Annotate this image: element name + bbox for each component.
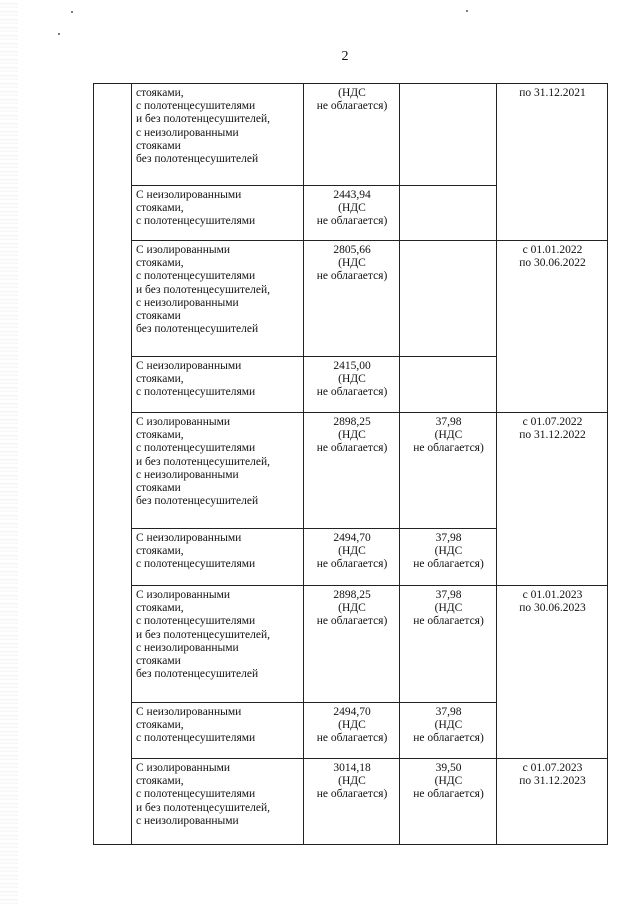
extra-cell: 39,50 (НДС не облагается) — [400, 759, 497, 845]
tariff-cell: 2805,66 (НДС не облагается) — [304, 241, 400, 357]
table-row — [94, 759, 608, 845]
tariff-cell: 2898,25 (НДС не облагается) — [304, 586, 400, 703]
period-cell: с 01.07.2022 по 31.12.2022 — [497, 413, 608, 586]
page-number: 2 — [341, 49, 349, 64]
description-cell: С неизолированными стояками, с полотенцесушителями — [132, 357, 304, 413]
description-cell: С изолированными стояками, с полотенцесушителями и без полотенцесушителей, с неизолированными стояками без полотенцесушителей — [132, 413, 304, 529]
extra-cell — [400, 186, 497, 241]
tariff-cell: (НДС не облагается) — [304, 84, 400, 186]
period-cell: с 01.01.2022 по 30.06.2022 — [497, 241, 608, 413]
extra-cell — [400, 241, 497, 357]
tariff-cell: 2494,70 (НДС не облагается) — [304, 703, 400, 759]
extra-cell — [400, 357, 497, 413]
description-cell: стояками, с полотенцесушителями и без полотенцесушителей, с неизолированными стояками без полотенцесушителей — [132, 84, 304, 186]
scan-speck — [58, 33, 60, 35]
description-cell: С неизолированными стояками, с полотенцесушителями — [132, 529, 304, 586]
scan-speck — [466, 10, 468, 12]
scan-edge-artifact — [0, 0, 18, 905]
description-cell: С неизолированными стояками, с полотенцесушителями — [132, 703, 304, 759]
period-cell: с 01.07.2023 по 31.12.2023 — [497, 759, 608, 845]
description-cell: С изолированными стояками, с полотенцесушителями и без полотенцесушителей, с неизолированными — [132, 759, 304, 845]
description-cell: С изолированными стояками, с полотенцесушителями и без полотенцесушителей, с неизолированными стояками без полотенцесушителей — [132, 241, 304, 357]
extra-cell: 37,98 (НДС не облагается) — [400, 529, 497, 586]
extra-cell: 37,98 (НДС не облагается) — [400, 586, 497, 703]
row-number-cell — [94, 84, 132, 845]
table-row — [94, 586, 608, 703]
tariff-cell: 2494,70 (НДС не облагается) — [304, 529, 400, 586]
extra-cell — [400, 84, 497, 186]
period-cell: по 31.12.2021 — [497, 84, 608, 241]
tariff-cell: 2898,25 (НДС не облагается) — [304, 413, 400, 529]
tariff-table — [93, 83, 608, 845]
period-cell: с 01.01.2023 по 30.06.2023 — [497, 586, 608, 759]
scan-speck — [71, 11, 73, 13]
extra-cell: 37,98 (НДС не облагается) — [400, 413, 497, 529]
description-cell: С неизолированными стояками, с полотенцесушителями — [132, 186, 304, 241]
table-row — [94, 413, 608, 529]
table-row — [94, 241, 608, 357]
tariff-cell: 2415,00 (НДС не облагается) — [304, 357, 400, 413]
description-cell: С изолированными стояками, с полотенцесушителями и без полотенцесушителей, с неизолированными стояками без полотенцесушителей — [132, 586, 304, 703]
tariff-cell: 3014,18 (НДС не облагается) — [304, 759, 400, 845]
table-row — [94, 84, 608, 186]
tariff-cell: 2443,94 (НДС не облагается) — [304, 186, 400, 241]
extra-cell: 37,98 (НДС не облагается) — [400, 703, 497, 759]
